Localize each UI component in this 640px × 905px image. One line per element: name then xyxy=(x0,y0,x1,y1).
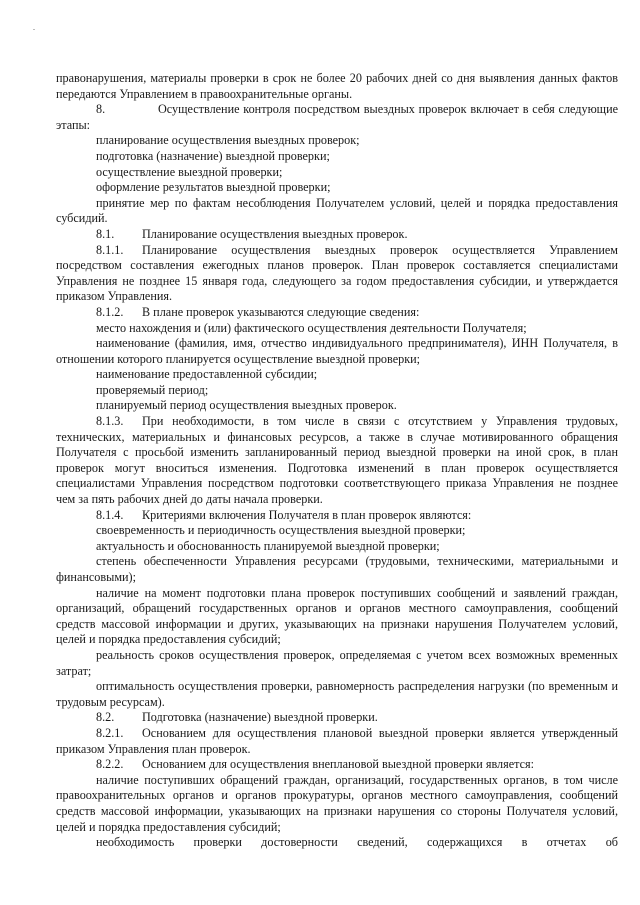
document-body xyxy=(56,71,618,851)
clause-number: 8.1. xyxy=(96,226,115,241)
paragraph-8-1-1 xyxy=(56,243,618,305)
clause-number: 8. xyxy=(96,102,106,117)
paragraph-8-1 xyxy=(56,227,618,243)
list-item: оптимальность осуществления проверки, равномерность распределения нагрузки (по временным и трудовым ресурсам). xyxy=(56,679,618,709)
list-item: место нахождения и (или) фактического осуществления деятельности Получателя; xyxy=(96,320,527,335)
list-item: планирование осуществления выездных проверок; xyxy=(96,133,360,148)
list-item: наличие поступивших обращений граждан, организаций, государственных органов, в том числе правоохранительных органов и органов прокуратуры, органов местного самоуправления, сообщений средств массовой информации, указывающих на признаки нарушения со стороны Получателя условий, целей и порядка предоставления субсидий; xyxy=(56,772,618,834)
paragraph-7-end: правонарушения, материалы проверки в срок не более 20 рабочих дней со дня выявления данных фактов передаются Управлением в правоохранительные органы. xyxy=(56,71,618,101)
list-item: наличие на момент подготовки плана проверок поступивших сообщений и заявлений граждан, организаций, обращений государственных органов и органов местного самоуправления, сообщений средств массовой информации и других, указывающих на признаки нарушения Получателем условий, целей и порядка предоставления субсидий; xyxy=(56,585,618,647)
list-item: оформление результатов выездной проверки; xyxy=(96,180,331,195)
paragraph-8-1-3 xyxy=(56,414,618,508)
clause-text: Критериями включения Получателя в план проверок являются: xyxy=(142,507,472,522)
paragraph-8 xyxy=(56,102,618,133)
clause-number: 8.2.1. xyxy=(96,725,124,740)
paragraph-8-1-4 xyxy=(56,508,618,524)
clause-text: Подготовка (назначение) выездной проверки. xyxy=(142,710,378,725)
list-item: необходимость проверки достоверности сведений, содержащихся в отчетах об xyxy=(96,835,618,850)
list-item: актуальность и обоснованность планируемой выездной проверки; xyxy=(96,538,440,553)
clause-text: Основанием для осуществления внеплановой выездной проверки является: xyxy=(142,757,535,772)
clause-text: При необходимости, в том числе в связи с отсутствием у Управления трудовых, технических, материальных и финансовых ресурсов, а также в случае мотивированного обращения Получателя с просьбой изменить запланированный период выездной проверки на иной срок, в план проверок могут вноситься изменения. Подготовка изменений в план проверок осуществляется специалистами Управления посредством подготовки соответствующего приказа Управления не позднее чем за пять рабочих дней до даты начала проверки. xyxy=(56,414,618,507)
list-item: подготовка (назначение) выездной проверки; xyxy=(96,148,330,163)
paragraph-8-2-2 xyxy=(56,757,618,773)
list-item: принятие мер по фактам несоблюдения Получателем условий, целей и порядка предоставления субсидий. xyxy=(56,195,618,226)
paragraph-8-1-2 xyxy=(56,305,618,321)
clause-number: 8.2. xyxy=(96,710,115,725)
scan-artifact xyxy=(33,29,35,30)
list-item: проверяемый период; xyxy=(96,382,209,397)
clause-text: Планирование осуществления выездных проверок осуществляется Управлением посредством составления ежегодных планов проверок. План проверок составляется специалистами Управления не позднее 15 января года, следующего за годом предоставления субсидии, и утверждается приказом Управления. xyxy=(56,242,618,304)
clause-number: 8.1.2. xyxy=(96,304,124,319)
clause-number: 8.1.3. xyxy=(96,414,124,429)
paragraph-8-2 xyxy=(56,710,618,726)
list-item: осуществление выездной проверки; xyxy=(96,164,283,179)
clause-number: 8.2.2. xyxy=(96,757,124,772)
clause-text: Осуществление контроля посредством выездных проверок включает в себя следующие этапы: xyxy=(56,102,618,132)
clause-number: 8.1.4. xyxy=(96,507,124,522)
list-item: наименование предоставленной субсидии; xyxy=(96,367,318,382)
list-item: своевременность и периодичность осуществления выездной проверки; xyxy=(96,523,466,538)
clause-number: 8.1.1. xyxy=(96,242,124,257)
list-item: планируемый период осуществления выездных проверок. xyxy=(96,398,397,413)
clause-text: Основанием для осуществления плановой выездной проверки является утвержденный приказом Управления план проверок. xyxy=(56,725,618,756)
clause-text: В плане проверок указываются следующие сведения: xyxy=(142,304,420,319)
paragraph-8-2-1 xyxy=(56,726,618,757)
list-item: степень обеспеченности Управления ресурсами (трудовыми, техническими, материальными и финансовыми); xyxy=(56,554,618,584)
list-item: реальность сроков осуществления проверок, определяемая с учетом всех возможных временных затрат; xyxy=(56,647,618,678)
clause-text: Планирование осуществления выездных проверок. xyxy=(142,226,408,241)
list-item: наименование (фамилия, имя, отчество индивидуального предпринимателя), ИНН Получателя, в отношении которого планируется осуществление выездной проверки; xyxy=(56,336,618,366)
